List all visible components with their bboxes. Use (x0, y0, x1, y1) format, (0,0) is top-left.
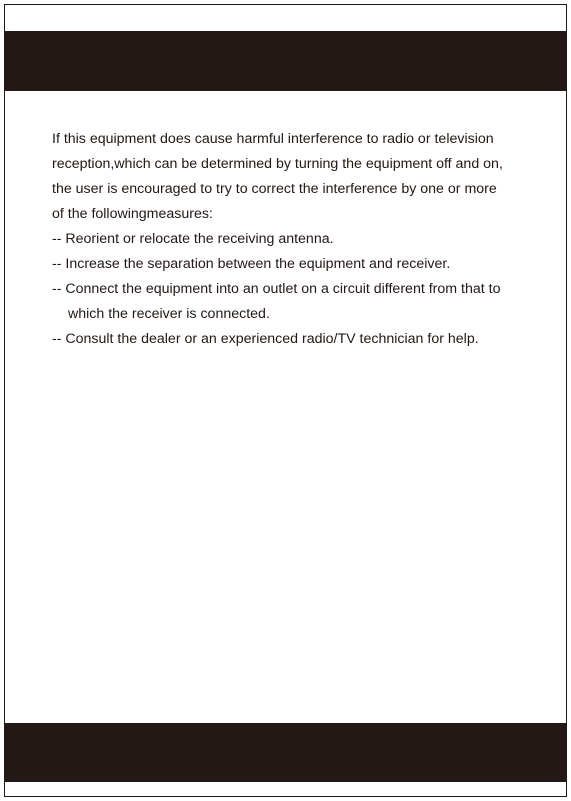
measure-item-separation: -- Increase the separation between the equipment and receiver. (52, 256, 451, 272)
notice-line: If this equipment does cause harmful interference to radio or television (52, 131, 494, 147)
measure-item-reorient: -- Reorient or relocate the receiving antenna. (52, 231, 334, 247)
notice-line: the user is encouraged to try to correct the interference by one or more (52, 181, 497, 197)
notice-line: reception,which can be determined by turning the equipment off and on, (52, 156, 503, 172)
measure-item-consult: -- Consult the dealer or an experienced radio/TV technician for help. (52, 331, 479, 347)
notice-line: of the followingmeasures: (52, 206, 213, 222)
interference-notice (52, 127, 532, 352)
measure-item-outlet-continued: which the receiver is connected. (68, 306, 270, 322)
measure-item-outlet: -- Connect the equipment into an outlet on a circuit different from that to (52, 281, 501, 297)
page-frame (4, 4, 567, 797)
footer-band (5, 723, 566, 782)
header-band (5, 31, 566, 91)
